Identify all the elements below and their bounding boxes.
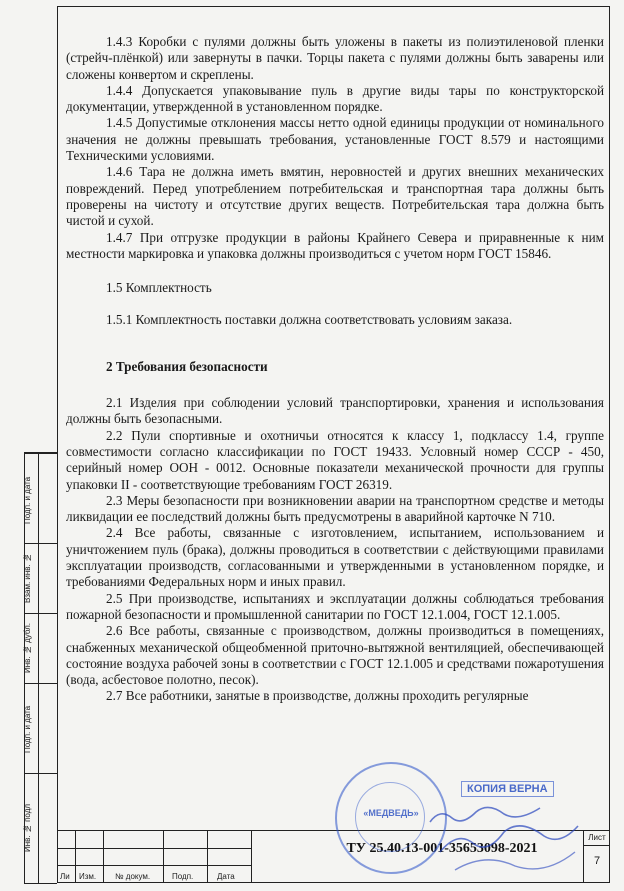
copy-verified-stamp: КОПИЯ ВЕРНА — [461, 781, 554, 797]
paragraph-2-4: 2.4 Все работы, связанные с изготовлением, испытанием, использованием и уничтожением пуль (брака), должны проводиться в соответствии с действующими правилами эксплуатации производств, согласованными и утвержденными в установленном порядке, и требованиями Федеральных норм и иных правил. — [66, 525, 604, 590]
document-code: ТУ 25.40.13-001-35653098-2021 — [346, 841, 538, 856]
paragraph-2-7: 2.7 Все работники, занятые в производстве, должны проходить регулярные — [106, 688, 529, 704]
stamp-header-izm: Изм. — [79, 872, 97, 881]
strip-label-signature-date-1: Подп. и дата — [23, 476, 32, 524]
paragraph-1-4-6: 1.4.6 Тара не должна иметь вмятин, неровностей и других внешних механических повреждений. Перед употреблением потребительская и транспортная тара должны быть проверены на чистоту и отсутствие других веществ. Потребительская тара должна быть чистой и сухой. — [66, 164, 604, 229]
stamp-header-signature: Подп. — [172, 872, 194, 881]
paragraph-2-1: 2.1 Изделия при соблюдении условий транспортировки, хранения и использования должны быть безопасными. — [66, 395, 604, 427]
stamp-header-document: № докум. — [115, 872, 151, 881]
section-heading-2: 2 Требования безопасности — [106, 358, 268, 374]
strip-label-signature-date-2: Подп. и дата — [23, 705, 32, 753]
strip-label-original-inv: Инв. № подл — [23, 803, 32, 853]
stamp-header-date: Дата — [217, 872, 235, 881]
paragraph-2-5: 2.5 При производстве, испытаниях и эксплуатации должны соблюдаться требования пожарной безопасности и промышленной санитарии по ГОСТ 12.1.004, ГОСТ 12.1.005. — [66, 590, 604, 622]
paragraph-1-4-5: 1.4.5 Допустимые отклонения массы нетто одной единицы продукции от номинального значения не должны превышать требования, установленные ГОСТ 8.579 и настоящими Техническими условиями. — [66, 115, 604, 164]
page-number: 7 — [593, 855, 601, 867]
section-heading-1-5: 1.5 Комплектность — [106, 280, 212, 296]
paragraph-1-5-1: 1.5.1 Комплектность поставки должна соответствовать условиям заказа. — [106, 312, 513, 328]
paragraph-1-4-3: 1.4.3 Коробки с пулями должны быть уложены в пакеты из полиэтиленовой пленки (стрейч-плёнкой) или завернуты в пачки. Торцы пакета с пулями должны быть заварены или сложены конвертом и скреплены. — [66, 34, 604, 82]
paragraph-1-4-7: 1.4.7 При отгрузке продукции в районы Крайнего Севера и приравненные к ним местности маркировка и упаковка должны производиться с учетом норм ГОСТ 15846. — [66, 229, 604, 261]
seal-company-name: «МЕДВЕДЬ» — [363, 808, 419, 818]
paragraph-2-2: 2.2 Пули спортивные и охотничьи относятся к классу 1, подклассу 1.4, группе совместимости согласно классификации по ГОСТ 19433. Условный номер СССР - 450, серийный номер ООН - 0012. Основные показатели механической прочности для группы упаковки II - соответствующие требованиям ГОСТ 26319. — [66, 427, 604, 492]
strip-label-replacement-inv: Взам. инв. № — [23, 553, 32, 603]
strip-label-duplicate-inv: Инв. № дубл. — [23, 623, 32, 673]
paragraph-2-6: 2.6 Все работы, связанные с производством, должны производиться в помещениях, снабженных механической общеобменной приточно-вытяжной вентиляцией, обеспечивающей состояние воздуха рабочей зоны в соответствии с ГОСТ 12.1.005 и средствами пожаротушения (вода, асбестовое полотно, песок). — [66, 623, 604, 688]
paragraph-1-4-4: 1.4.4 Допускается упаковывание пуль в другие виды тары по конструкторской документации, утвержденной в установленном порядке. — [66, 82, 604, 115]
paragraph-2-3: 2.3 Меры безопасности при возникновении аварии на транспортном средстве и методы ликвидации ее последствий должны быть предусмотрены в аварийной карточке N 710. — [66, 492, 604, 525]
sheet-label: Лист — [584, 833, 610, 846]
stamp-header-li: Ли — [60, 872, 70, 881]
